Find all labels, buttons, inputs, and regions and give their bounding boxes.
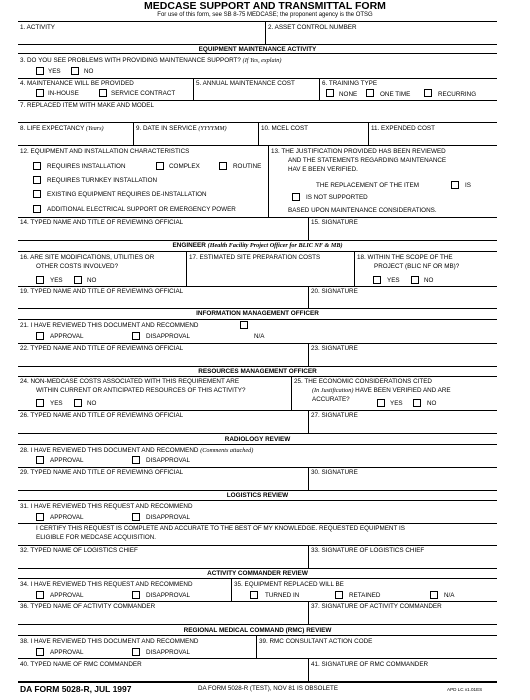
training-recurring-checkbox[interactable] <box>424 89 432 97</box>
none-label: NONE <box>339 91 358 98</box>
rmc-commander-signature-label: 41. SIGNATURE OF RMC COMMANDER <box>311 661 429 668</box>
date-in-service-label: 9. DATE IN SERVICE (YYYYMM) <box>136 125 227 132</box>
asset-control-number-label: 2. ASSET CONTROL NUMBER <box>268 24 357 31</box>
annual-maintenance-cost-label: 5. ANNUAL MAINTENANCE COST <box>196 80 295 87</box>
requires-turnkey-checkbox[interactable] <box>33 176 41 184</box>
replaced-na-checkbox[interactable] <box>430 591 438 599</box>
section-activity-commander: ACTIVITY COMMANDER REVIEW <box>207 569 308 577</box>
site-modifications-line-2: OTHER COSTS INVOLVED? <box>36 263 119 270</box>
routine-label: ROUTINE <box>233 163 262 170</box>
rmo-official-name-label: 26. TYPED NAME AND TITLE OF REVIEWING OFFICIAL <box>20 412 184 419</box>
approval-label: APPROVAL <box>50 592 84 599</box>
project-scope-yes-checkbox[interactable] <box>373 276 381 284</box>
is-label: IS <box>465 182 471 189</box>
divider <box>319 78 320 100</box>
one-time-label: ONE TIME <box>380 91 411 98</box>
activity-commander-signature-label: 37. SIGNATURE OF ACTIVITY COMMANDER <box>311 603 442 610</box>
imo-recommend-checkbox[interactable] <box>240 321 248 329</box>
form-number: DA FORM 5028-R, JUL 1997 <box>20 684 132 694</box>
life-expectancy-label: 8. LIFE EXPECTANCY (Years) <box>20 125 104 132</box>
yyyymm-note: (YYYYMM) <box>198 125 227 132</box>
yes-label: YES <box>390 400 403 407</box>
training-none-checkbox[interactable] <box>326 89 334 97</box>
rule <box>18 578 497 579</box>
imo-disapproval-checkbox[interactable] <box>132 332 140 340</box>
complex-checkbox[interactable] <box>156 162 164 170</box>
divider <box>308 467 309 490</box>
na-label: N/A <box>254 333 265 340</box>
mcel-cost-label: 10. MCEL COST <box>261 125 309 132</box>
divider <box>308 286 309 308</box>
rule <box>18 100 497 101</box>
complex-label: COMPLEX <box>169 163 200 170</box>
maintenance-problems-no-checkbox[interactable] <box>71 67 79 75</box>
economic-yes-checkbox[interactable] <box>377 399 385 407</box>
no-label: NO <box>427 400 437 407</box>
divider <box>308 658 309 681</box>
section-equipment-maintenance: EQUIPMENT MAINTENANCE ACTIVITY <box>198 45 317 53</box>
replacement-is-checkbox[interactable] <box>451 181 459 189</box>
commander-recommend-label: 34. I HAVE REVIEWED THIS REQUEST AND RECOMMEND <box>20 581 193 588</box>
divider <box>186 251 187 286</box>
imo-recommend-label: 21. I HAVE REVIEWED THIS DOCUMENT AND RECOMMEND <box>20 322 199 329</box>
logistics-recommend-label: 31. I HAVE REVIEWED THIS REQUEST AND RECOMMEND <box>20 503 193 510</box>
rule <box>18 343 497 344</box>
installation-characteristics-label: 12. EQUIPMENT AND INSTALLATION CHARACTERISTICS <box>20 148 190 155</box>
rule <box>18 410 497 411</box>
site-modifications-yes-checkbox[interactable] <box>36 276 44 284</box>
comments-attached-note: (Comments attached) <box>200 447 254 454</box>
additional-support-label: ADDITIONAL ELECTRICAL SUPPORT OR EMERGENCY POWER <box>47 206 236 213</box>
divider <box>308 343 309 366</box>
rule <box>18 433 497 434</box>
form-subtitle: For use of this form, see SB 8-75 MEDCASE; the proponent agency is the OTSG <box>157 12 373 18</box>
rule <box>18 658 497 659</box>
approval-label: APPROVAL <box>50 514 84 521</box>
rule <box>18 624 497 625</box>
project-scope-line-2: PROJECT (BLIC NF OR MB)? <box>374 263 460 270</box>
logistics-disapproval-checkbox[interactable] <box>132 513 140 521</box>
yes-label: YES <box>50 400 63 407</box>
rmc-action-code-label: 39. RMC CONSULTANT ACTION CODE <box>259 638 373 645</box>
routine-checkbox[interactable] <box>219 162 227 170</box>
rule <box>18 53 497 54</box>
yes-label: YES <box>48 68 61 75</box>
commander-disapproval-checkbox[interactable] <box>132 591 140 599</box>
section-information-management: INFORMATION MANAGEMENT OFFICER <box>196 310 319 317</box>
signature-label: 15. SIGNATURE <box>311 219 358 226</box>
divider <box>193 78 194 100</box>
section-logistics-review: LOGISTICS REVIEW <box>226 491 289 499</box>
replaced-item-label: 7. REPLACED ITEM WITH MAKE AND MODEL <box>20 102 155 109</box>
no-label: NO <box>87 277 97 284</box>
disapproval-label: DISAPPROVAL <box>146 514 190 521</box>
radiology-official-name-label: 29. TYPED NAME AND TITLE OF REVIEWING OFFICIAL <box>20 469 184 476</box>
rule <box>18 376 497 377</box>
maintenance-provided-label: 4. MAINTENANCE WILL BE PROVIDED <box>20 80 134 87</box>
divider <box>308 410 309 433</box>
requires-installation-label: REQUIRES INSTALLATION <box>47 163 126 170</box>
expended-cost-label: 11. EXPENDED COST <box>371 125 435 132</box>
justification-line-3: HAV E BEEN VERIFIED. <box>288 166 358 173</box>
obsolete-notice: DA FORM 5028-R (TEST), NOV 81 IS OBSOLETE <box>198 685 338 692</box>
equipment-replaced-label: 35. EQUIPMENT REPLACED WILL BE <box>234 581 344 588</box>
retained-checkbox[interactable] <box>335 591 343 599</box>
radiology-approval-checkbox[interactable] <box>36 456 44 464</box>
justification-note: (In Justification) <box>312 387 354 394</box>
maintenance-problems-label: 3. DO YOU SEE PROBLEMS WITH PROVIDING MAINTENANCE SUPPORT? (If Yes, explain) <box>20 57 282 64</box>
divider <box>308 217 309 240</box>
rule <box>18 251 497 252</box>
engineer-note: (Health Facility Project Officer for BLIC NF & MB) <box>207 242 343 249</box>
rule <box>18 545 497 546</box>
divider <box>256 635 257 658</box>
requires-installation-checkbox[interactable] <box>33 162 41 170</box>
in-house-label: IN-HOUSE <box>48 90 79 97</box>
rule <box>18 286 497 287</box>
disapproval-label: DISAPPROVAL <box>146 649 190 656</box>
approval-label: APPROVAL <box>50 333 84 340</box>
reviewing-official-name-label: 14. TYPED NAME AND TITLE OF REVIEWING OFFICIAL <box>20 219 184 226</box>
divider <box>231 578 232 601</box>
training-one-time-checkbox[interactable] <box>366 89 374 97</box>
economic-no-checkbox[interactable] <box>413 399 421 407</box>
approval-label: APPROVAL <box>50 457 84 464</box>
site-modifications-no-checkbox[interactable] <box>74 276 82 284</box>
yes-label: YES <box>50 277 63 284</box>
rule <box>18 217 497 218</box>
rule <box>18 366 497 367</box>
maintenance-problems-yes-checkbox[interactable] <box>36 67 44 75</box>
section-engineer: ENGINEER (Health Facility Project Officer for BLIC NF & MB) <box>172 242 343 249</box>
imo-signature-label: 23. SIGNATURE <box>311 345 358 352</box>
disapproval-label: DISAPPROVAL <box>146 457 190 464</box>
project-scope-no-checkbox[interactable] <box>411 276 419 284</box>
rmc-commander-name-label: 40. TYPED NAME OF RMC COMMANDER <box>20 661 142 668</box>
divider <box>268 145 269 217</box>
imo-approval-checkbox[interactable] <box>36 332 44 340</box>
rule <box>18 523 497 524</box>
explain-note: (If Yes, explain) <box>242 57 282 64</box>
form-title: MEDCASE SUPPORT AND TRANSMITTAL FORM <box>144 0 386 12</box>
additional-support-checkbox[interactable] <box>33 205 41 213</box>
replacement-not-supported-checkbox[interactable] <box>292 193 300 201</box>
radiology-disapproval-checkbox[interactable] <box>132 456 140 464</box>
rule <box>18 319 497 320</box>
disapproval-label: DISAPPROVAL <box>146 592 190 599</box>
site-modifications-line-1: 16. ARE SITE MODIFICATIONS, UTILITIES OR <box>20 254 155 261</box>
imo-official-name-label: 22. TYPED NAME AND TITLE OF REVIEWING OFFICIAL <box>20 345 184 352</box>
approval-label: APPROVAL <box>50 649 84 656</box>
logistics-chief-signature-label: 33. SIGNATURE OF LOGISTICS CHIEF <box>311 547 425 554</box>
turned-in-checkbox[interactable] <box>250 591 258 599</box>
no-label: NO <box>84 68 94 75</box>
rule <box>18 681 497 683</box>
yes-label: YES <box>387 277 400 284</box>
existing-deinstall-checkbox[interactable] <box>33 190 41 198</box>
justification-line-2: AND THE STATEMENTS REGARDING MAINTENANCE <box>288 157 447 164</box>
no-label: NO <box>87 400 97 407</box>
divider <box>308 601 309 624</box>
no-label: NO <box>424 277 434 284</box>
non-medcase-costs-line-2: WITHIN CURRENT OR ANTICIPATED RESOURCES OF THIS ACTIVITY? <box>36 387 246 394</box>
rmc-approval-checkbox[interactable] <box>36 648 44 656</box>
radiology-recommend-label: 28. I HAVE REVIEWED THIS DOCUMENT AND RECOMMEND (Comments attached) <box>20 447 254 454</box>
rule <box>18 500 497 501</box>
activity-label: 1. ACTIVITY <box>20 24 55 31</box>
rule <box>18 240 497 241</box>
years-note: (Years) <box>85 125 104 132</box>
is-not-supported-label: IS NOT SUPPORTED <box>306 194 368 201</box>
divider <box>354 251 355 286</box>
project-scope-line-1: 18. WITHIN THE SCOPE OF THE <box>357 254 453 261</box>
logistics-chief-name-label: 32. TYPED NAME OF LOGISTICS CHIEF <box>20 547 138 554</box>
economic-considerations-line-3: ACCURATE? <box>312 396 350 403</box>
rmc-disapproval-checkbox[interactable] <box>132 648 140 656</box>
version-code: APD LC v1.01ES <box>447 687 483 692</box>
disapproval-label: DISAPPROVAL <box>146 333 190 340</box>
rule <box>18 308 497 309</box>
divider <box>308 545 309 568</box>
economic-considerations-line-1: 25. THE ECONOMIC CONSIDERATIONS CITED <box>294 378 432 385</box>
economic-considerations-line-2: (In Justification) HAVE BEEN VERIFIED AND ARE <box>312 387 451 394</box>
recurring-label: RECURRING <box>438 91 477 98</box>
replacement-label: THE REPLACEMENT OF THE ITEM <box>316 182 419 189</box>
certify-line-2: ELIGIBLE FOR MEDCASE ACQUISITION. <box>36 534 157 541</box>
existing-deinstall-label: EXISTING EQUIPMENT REQUIRES DE-INSTALLATION <box>47 191 207 198</box>
commander-approval-checkbox[interactable] <box>36 591 44 599</box>
divider <box>291 376 292 410</box>
engineer-signature-label: 20. SIGNATURE <box>311 288 358 295</box>
non-medcase-no-checkbox[interactable] <box>74 399 82 407</box>
rmo-signature-label: 27. SIGNATURE <box>311 412 358 419</box>
section-radiology-review: RADIOLOGY REVIEW <box>224 435 291 443</box>
rule <box>18 145 497 146</box>
training-type-label: 6. TRAINING TYPE <box>322 80 378 87</box>
justification-line-1: 13. THE JUSTIFICATION PROVIDED HAS BEEN REVIEWED <box>271 148 446 155</box>
service-contract-label: SERVICE CONTRACT <box>111 90 176 97</box>
divider <box>265 21 266 44</box>
non-medcase-yes-checkbox[interactable] <box>36 399 44 407</box>
rule <box>18 444 497 445</box>
service-contract-checkbox[interactable] <box>99 89 107 97</box>
non-medcase-costs-line-1: 24. NON-MEDCASE COSTS ASSOCIATED WITH THIS REQUIREMENT ARE <box>20 378 240 385</box>
engineer-official-name-label: 19. TYPED NAME AND TITLE OF REVIEWING OFFICIAL <box>20 288 184 295</box>
activity-commander-name-label: 36. TYPED NAME OF ACTIVITY COMMANDER <box>20 603 156 610</box>
radiology-signature-label: 30. SIGNATURE <box>311 469 358 476</box>
in-house-checkbox[interactable] <box>36 89 44 97</box>
rule <box>18 467 497 468</box>
requires-turnkey-label: REQUIRES TURNKEY INSTALLATION <box>47 177 158 184</box>
rmc-recommend-label: 38. I HAVE REVIEWED THIS DOCUMENT AND RECOMMEND <box>20 638 199 645</box>
retained-label: RETAINED <box>349 592 381 599</box>
rule <box>18 78 497 79</box>
turned-in-label: TURNED IN <box>265 592 300 599</box>
maintenance-considerations-label: BASED UPON MAINTENANCE CONSIDERATIONS. <box>288 207 437 214</box>
divider <box>258 122 259 145</box>
site-preparation-costs-label: 17. ESTIMATED SITE PREPARATION COSTS <box>189 254 321 261</box>
na-label: N/A <box>444 592 455 599</box>
certify-line-1: I CERTIFY THIS REQUEST IS COMPLETE AND ACCURATE TO THE BEST OF MY KNOWLEDGE. REQUESTED EQUIPMENT IS <box>36 525 405 532</box>
divider <box>133 122 134 145</box>
section-rmc-review: REGIONAL MEDICAL COMMAND (RMC) REVIEW <box>183 626 332 634</box>
divider <box>368 122 369 145</box>
rule <box>18 635 497 636</box>
section-resources-management: RESOURCES MANAGEMENT OFFICER <box>198 368 317 375</box>
rule <box>18 601 497 602</box>
rule <box>18 21 497 22</box>
logistics-approval-checkbox[interactable] <box>36 513 44 521</box>
